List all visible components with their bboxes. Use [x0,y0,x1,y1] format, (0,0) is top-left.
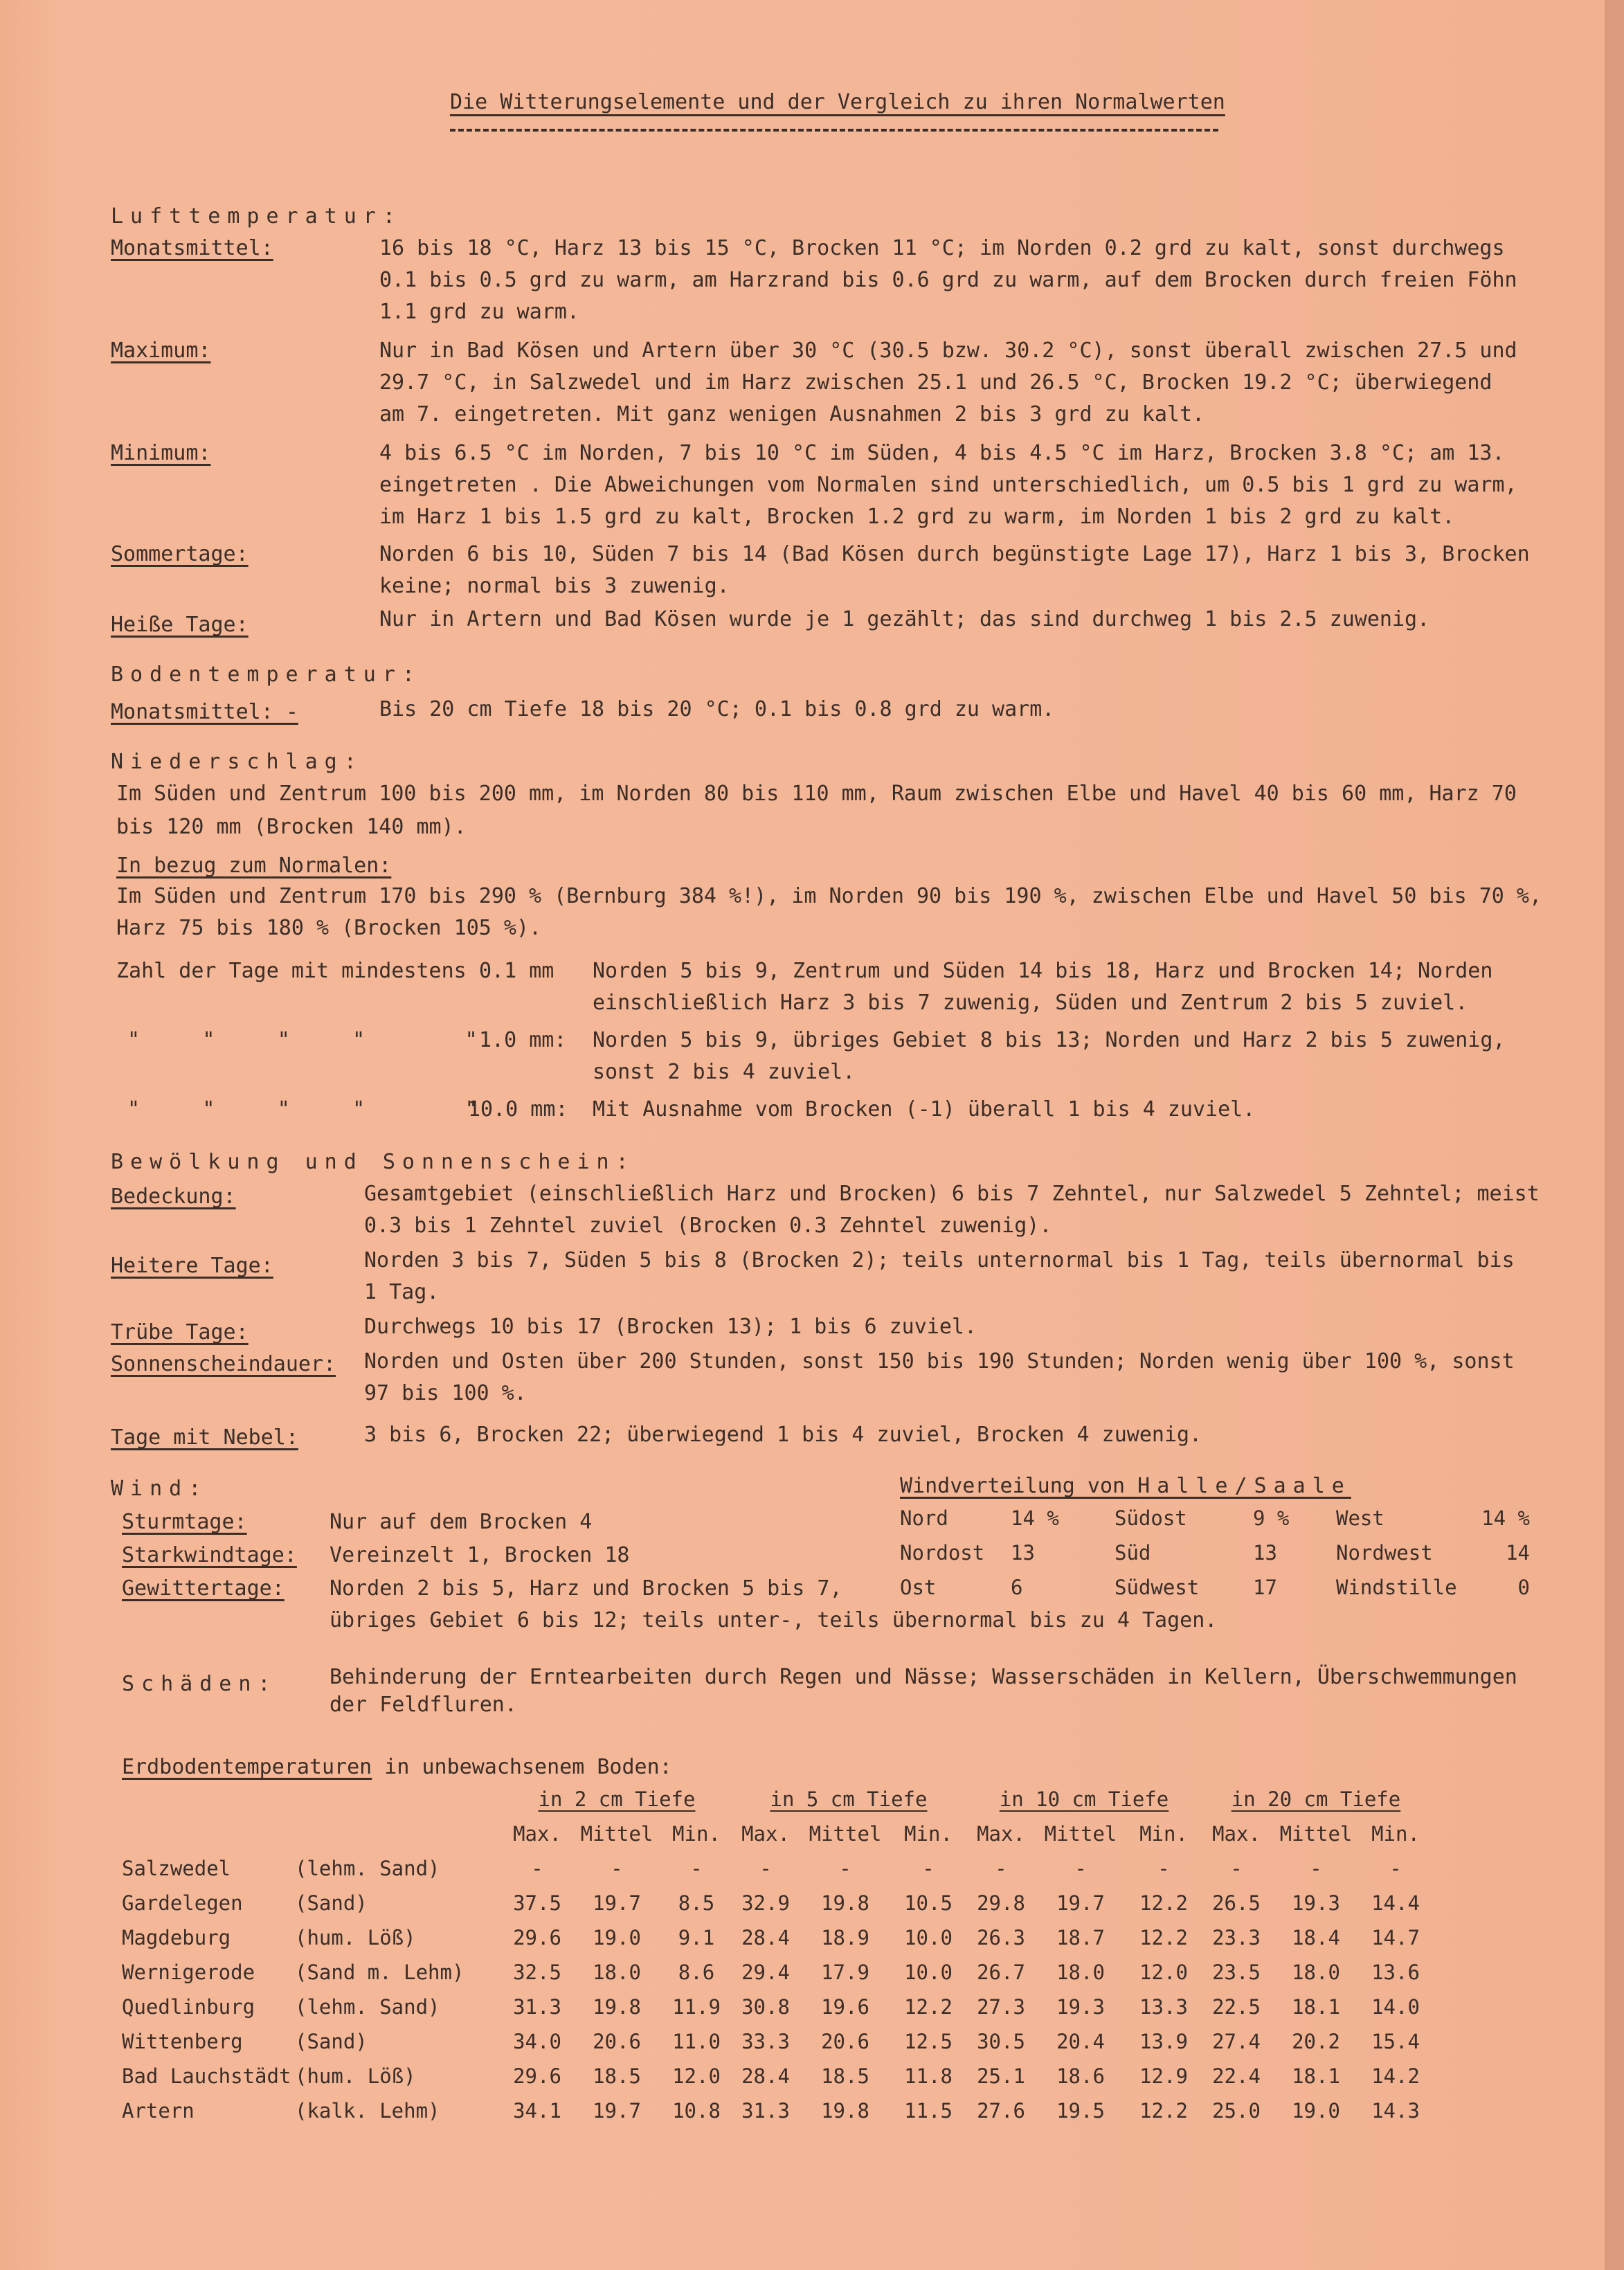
wind-val: 17 [1253,1576,1277,1599]
wind-val: 14 % [1481,1506,1530,1530]
temperature-cell: 8.5 [678,1891,715,1915]
label-starkwindtage: Starkwindtage: [122,1543,297,1567]
temperature-cell: 19.8 [821,1891,869,1915]
temperature-cell: 12.2 [1139,1891,1188,1915]
table-row [122,2059,1430,2093]
col-max: Max. [1212,1822,1261,1846]
text-monatsmittel-1: 16 bis 18 °C, Harz 13 bis 15 °C, Brocken 11 °C; im Norden 0.2 grd zu kalt, sonst durchwegs [379,236,1505,260]
temperature-cell: 12.5 [904,2030,953,2053]
text-niederschlag-1: Im Süden und Zentrum 100 bis 200 mm, im Norden 80 bis 110 mm, Raum zwischen Elbe und Havel 40 bis 60 mm, Harz 70 [116,782,1517,806]
temperature-cell: 26.7 [977,1961,1025,1984]
section-heading-niederschlag: Niederschlag: [111,750,363,774]
temperature-cell: 9.1 [678,1926,715,1949]
temperature-cell: 12.0 [672,2064,721,2088]
temperature-cell: 32.5 [513,1961,561,1984]
wind-dir: Nordwest [1336,1541,1433,1565]
windverteilung-title-a: Windverteilung von [900,1474,1138,1498]
wind-row [900,1501,1530,1535]
temperature-cell: - [690,1857,703,1880]
label-in-bezug: In bezug zum Normalen: [116,854,392,878]
depth-header: in 5 cm Tiefe [770,1787,928,1811]
temperature-cell: 29.6 [513,2064,561,2088]
text-heisse-tage: Nur in Artern und Bad Kösen wurde je 1 gezählt; das sind durchweg 1 bis 2.5 zuwenig. [379,607,1430,631]
text-0-1mm-1: Norden 5 bis 9, Zentrum und Süden 14 bis 18, Harz und Brocken 14; Norden [593,959,1493,983]
wind-dir: West [1336,1506,1384,1530]
text-maximum-1: Nur in Bad Kösen und Artern über 30 °C (30.5 bzw. 30.2 °C), sonst überall zwischen 27.5 und [379,339,1517,363]
windverteilung-table [900,1501,1530,1605]
amount-1-0mm: 1.0 mm: [479,1028,567,1052]
temperature-cell: 27.4 [1212,2030,1261,2053]
temperature-cell: 20.6 [593,2030,641,2053]
temperature-cell: 11.5 [904,2099,953,2123]
col-max: Max. [513,1822,561,1846]
soil-type: (Sand) [295,1891,368,1915]
text-nebel: 3 bis 6, Brocken 22; überwiegend 1 bis 4 zuviel, Brocken 4 zuwenig. [364,1423,1202,1447]
text-schaeden-1: Behinderung der Erntearbeiten durch Regen und Nässe; Wasserschäden in Kellern, Überschwemmungen [330,1665,1517,1689]
wind-dir: Südost [1115,1506,1187,1530]
temperature-cell: - [1074,1857,1087,1880]
wind-val: 9 % [1253,1506,1290,1530]
temperature-cell: 31.3 [513,1995,561,2019]
title-underline [450,129,1218,132]
col-min: Min. [672,1822,721,1846]
windverteilung-title-b: Halle/Saale [1137,1474,1351,1498]
label-truebe-tage: Trübe Tage: [111,1320,249,1344]
temperature-cell: 19.7 [593,1891,641,1915]
erdboden-rows [122,1851,1430,2128]
label-zahl-der-tage: Zahl der Tage mit mindestens [116,959,467,983]
temperature-cell: 12.2 [1139,2099,1188,2123]
temperature-cell: 14.4 [1371,1891,1420,1915]
temperature-cell: - [611,1857,623,1880]
text-sturmtage: Nur auf dem Brocken 4 [330,1510,593,1534]
temperature-cell: 19.7 [1056,1891,1105,1915]
temperature-cell: 26.5 [1212,1891,1261,1915]
temperature-cell: - [995,1857,1007,1880]
temperature-cell: 27.6 [977,2099,1025,2123]
station-name: Artern [122,2099,195,2123]
table-row [122,1955,1430,1990]
temperature-cell: 29.6 [513,1926,561,1949]
section-heading-bewoelkung: Bewölkung und Sonnenschein: [111,1150,635,1174]
section-heading-bodentemperatur: Bodentemperatur: [111,663,422,687]
col-mittel: Mittel [1279,1822,1353,1846]
text-niederschlag-2: bis 120 mm (Brocken 140 mm). [116,815,467,839]
text-bezug-1: Im Süden und Zentrum 170 bis 290 % (Bernburg 384 %!), im Norden 90 bis 190 %, zwischen Elbe und Havel 50 bis 70 %, [116,884,1542,908]
temperature-cell: 11.0 [672,2030,721,2053]
temperature-cell: - [759,1857,772,1880]
text-maximum-3: am 7. eingetreten. Mit ganz wenigen Ausnahmen 2 bis 3 grd zu kalt. [379,402,1205,426]
text-boden: Bis 20 cm Tiefe 18 bis 20 °C; 0.1 bis 0.8 grd zu warm. [379,697,1055,721]
temperature-cell: 30.8 [741,1995,790,2019]
temperature-cell: 17.9 [821,1961,869,1984]
col-mittel: Mittel [580,1822,653,1846]
text-monatsmittel-2: 0.1 bis 0.5 grd zu warm, am Harzrand bis 0.6 grd zu warm, auf dem Brocken durch freien Föhn [379,268,1517,292]
text-gewitter-2: übriges Gebiet 6 bis 12; teils unter-, teils übernormal bis zu 4 Tagen. [330,1608,1218,1632]
soil-type: (Sand m. Lehm) [295,1961,464,1984]
label-boden-monatsmittel: Monatsmittel: - [111,700,298,724]
depth-header: in 10 cm Tiefe [999,1787,1169,1811]
text-sonne-1: Norden und Osten über 200 Stunden, sonst 150 bis 190 Stunden; Norden wenig über 100 %, sonst [364,1349,1515,1373]
erdboden-title-rest: in unbewachsenem Boden: [372,1755,672,1779]
temperature-cell: - [531,1857,543,1880]
col-min: Min. [1371,1822,1420,1846]
temperature-cell: 13.9 [1139,2030,1188,2053]
text-heitere-1: Norden 3 bis 7, Süden 5 bis 8 (Brocken 2); teils unternormal bis 1 Tag, teils übernormal bis [364,1248,1515,1272]
wind-dir: Nord [900,1506,948,1530]
table-row [122,1990,1430,2024]
temperature-cell: 14.2 [1371,2064,1420,2088]
soil-type: (lehm. Sand) [295,1995,440,2019]
temperature-cell: 14.0 [1371,1995,1420,2019]
station-name: Wittenberg [122,2030,243,2053]
soil-type: (Sand) [295,2030,368,2053]
temperature-cell: 19.8 [593,1995,641,2019]
wind-dir: Südwest [1115,1576,1200,1599]
text-gewitter-1: Norden 2 bis 5, Harz und Brocken 5 bis 7, [330,1576,842,1601]
temperature-cell: 18.9 [821,1926,869,1949]
temperature-cell: 10.0 [904,1961,953,1984]
label-minimum: Minimum: [111,441,211,465]
section-heading-schaeden: Schäden: [122,1672,278,1696]
label-sonnenscheindauer: Sonnenscheindauer: [111,1352,336,1376]
depth-header: in 20 cm Tiefe [1231,1787,1401,1811]
temperature-cell: 23.3 [1212,1926,1261,1949]
temperature-cell: 12.2 [1139,1926,1188,1949]
temperature-cell: - [1157,1857,1170,1880]
temperature-cell: 13.3 [1139,1995,1188,2019]
erdboden-table [122,1782,1430,2128]
table-row [122,1851,1430,1886]
text-bedeckung-2: 0.3 bis 1 Zehntel zuviel (Brocken 0.3 Zehntel zuwenig). [364,1214,1052,1238]
amount-0-1mm: 0.1 mm [479,959,554,983]
temperature-cell: 25.1 [977,2064,1025,2088]
label-tage-mit-nebel: Tage mit Nebel: [111,1425,298,1450]
temperature-cell: 18.0 [1056,1961,1105,1984]
temperature-cell: 30.5 [977,2030,1025,2053]
ditto-marks-2: " " " " " [127,1097,478,1122]
temperature-cell: 14.3 [1371,2099,1420,2123]
temperature-cell: 26.3 [977,1926,1025,1949]
table-row [122,2093,1430,2128]
temperature-cell: 19.0 [593,1926,641,1949]
temperature-cell: - [1310,1857,1322,1880]
text-1-0mm-1: Norden 5 bis 9, übriges Gebiet 8 bis 13; Norden und Harz 2 bis 5 zuwenig, [593,1028,1506,1052]
temperature-cell: 19.8 [821,2099,869,2123]
sub-header-row [122,1817,1430,1851]
label-heisse-tage: Heiße Tage: [111,613,249,637]
temperature-cell: 37.5 [513,1891,561,1915]
station-name: Wernigerode [122,1961,255,1984]
temperature-cell: 18.5 [821,2064,869,2088]
temperature-cell: 29.8 [977,1891,1025,1915]
soil-type: (hum. Löß) [295,1926,416,1949]
temperature-cell: 28.4 [741,1926,790,1949]
temperature-cell: 19.7 [593,2099,641,2123]
col-mittel: Mittel [1044,1822,1117,1846]
temperature-cell: 32.9 [741,1891,790,1915]
temperature-cell: 27.3 [977,1995,1025,2019]
label-bedeckung: Bedeckung: [111,1184,236,1209]
text-schaeden-2: der Feldfluren. [330,1693,517,1717]
soil-type: (kalk. Lehm) [295,2099,440,2123]
page-edge [1605,0,1624,2270]
text-starkwindtage: Vereinzelt 1, Brocken 18 [330,1543,630,1567]
table-row [122,2024,1430,2059]
erdboden-title: Erdbodentemperaturen [122,1755,372,1779]
temperature-cell: 12.0 [1139,1961,1188,1984]
temperature-cell: 20.2 [1292,2030,1340,2053]
temperature-cell: 10.0 [904,1926,953,1949]
text-minimum-2: eingetreten . Die Abweichungen vom Normalen sind unterschiedlich, um 0.5 bis 1 grd zu warm, [379,473,1517,497]
label-maximum: Maximum: [111,339,211,363]
temperature-cell: 10.8 [672,2099,721,2123]
temperature-cell: - [839,1857,851,1880]
wind-val: 6 [1011,1576,1023,1599]
temperature-cell: 14.7 [1371,1926,1420,1949]
section-heading-lufttemperatur: Lufttemperatur: [111,204,402,228]
temperature-cell: 8.6 [678,1961,715,1984]
text-sommertage-2: keine; normal bis 3 zuwenig. [379,574,730,598]
text-bezug-2: Harz 75 bis 180 % (Brocken 105 %). [116,916,542,940]
text-1-0mm-2: sonst 2 bis 4 zuviel. [593,1060,856,1084]
temperature-cell: 11.9 [672,1995,721,2019]
text-10-0mm-1: Mit Ausnahme vom Brocken (-1) überall 1 bis 4 zuviel. [593,1097,1256,1122]
text-sommertage-1: Norden 6 bis 10, Süden 7 bis 14 (Bad Kösen durch begünstigte Lage 17), Harz 1 bis 3, Brocken [379,542,1530,566]
temperature-cell: 28.4 [741,2064,790,2088]
temperature-cell: 18.1 [1292,1995,1340,2019]
wind-val: 13 [1253,1541,1277,1565]
station-name: Salzwedel [122,1857,231,1880]
temperature-cell: 18.0 [593,1961,641,1984]
temperature-cell: - [1230,1857,1243,1880]
temperature-cell: 22.5 [1212,1995,1261,2019]
col-min: Min. [1139,1822,1188,1846]
temperature-cell: 20.4 [1056,2030,1105,2053]
temperature-cell: 11.8 [904,2064,953,2088]
wind-val: 14 % [1011,1506,1059,1530]
wind-val: 13 [1011,1541,1035,1565]
section-heading-wind: Wind: [111,1477,208,1501]
temperature-cell: 18.1 [1292,2064,1340,2088]
temperature-cell: 12.2 [904,1995,953,2019]
temperature-cell: 23.5 [1212,1961,1261,1984]
col-max: Max. [741,1822,790,1846]
temperature-cell: - [922,1857,935,1880]
text-maximum-2: 29.7 °C, in Salzwedel und im Harz zwischen 25.1 und 26.5 °C, Brocken 19.2 °C; überwiegend [379,370,1492,395]
temperature-cell: 33.3 [741,2030,790,2053]
temperature-cell: 13.6 [1371,1961,1420,1984]
page-title: Die Witterungselemente und der Vergleich zu ihren Normalwerten [450,90,1225,114]
text-bedeckung-1: Gesamtgebiet (einschließlich Harz und Brocken) 6 bis 7 Zehntel, nur Salzwedel 5 Zehntel; meist [364,1182,1540,1206]
temperature-cell: 19.6 [821,1995,869,2019]
amount-10-0mm: 10.0 mm: [468,1097,568,1122]
text-0-1mm-2: einschließlich Harz 3 bis 7 zuwenig, Süden und Zentrum 2 bis 5 zuviel. [593,991,1468,1015]
station-name: Bad Lauchstädt [122,2064,291,2088]
temperature-cell: 19.3 [1292,1891,1340,1915]
station-name: Quedlinburg [122,1995,255,2019]
temperature-cell: 10.5 [904,1891,953,1915]
wind-row [900,1570,1530,1605]
wind-dir: Nordost [900,1541,985,1565]
temperature-cell: 19.3 [1056,1995,1105,2019]
table-row [122,1886,1430,1920]
temperature-cell: 18.7 [1056,1926,1105,1949]
temperature-cell: 20.6 [821,2030,869,2053]
col-mittel: Mittel [809,1822,882,1846]
temperature-cell: 15.4 [1371,2030,1420,2053]
table-row [122,1920,1430,1955]
soil-type: (lehm. Sand) [295,1857,440,1880]
text-minimum-3: im Harz 1 bis 1.5 grd zu kalt, Brocken 1.2 grd zu warm, im Norden 1 bis 2 grd zu kalt. [379,505,1455,529]
col-max: Max. [977,1822,1025,1846]
text-sonne-2: 97 bis 100 %. [364,1381,527,1405]
wind-dir: Ost [900,1576,937,1599]
label-monatsmittel: Monatsmittel: [111,236,273,260]
windverteilung-title [900,1473,1351,1499]
label-sommertage: Sommertage: [111,542,249,566]
soil-type: (hum. Löß) [295,2064,416,2088]
wind-dir: Windstille [1336,1576,1457,1599]
col-min: Min. [904,1822,953,1846]
depth-header: in 2 cm Tiefe [538,1787,696,1811]
temperature-cell: 34.0 [513,2030,561,2053]
text-truebe: Durchwegs 10 bis 17 (Brocken 13); 1 bis 6 zuviel. [364,1315,977,1339]
temperature-cell: 18.4 [1292,1926,1340,1949]
wind-row [900,1535,1530,1570]
label-heitere-tage: Heitere Tage: [111,1254,273,1278]
text-minimum-1: 4 bis 6.5 °C im Norden, 7 bis 10 °C im Süden, 4 bis 4.5 °C im Harz, Brocken 3.8 °C; am 13. [379,441,1505,465]
temperature-cell: 29.4 [741,1961,790,1984]
temperature-cell: 12.9 [1139,2064,1188,2088]
temperature-cell: 18.6 [1056,2064,1105,2088]
label-sturmtage: Sturmtage: [122,1510,247,1534]
temperature-cell: 18.5 [593,2064,641,2088]
label-gewittertage: Gewittertage: [122,1576,285,1601]
wind-val: 14 [1506,1541,1530,1565]
temperature-cell: 19.5 [1056,2099,1105,2123]
temperature-cell: - [1389,1857,1402,1880]
temperature-cell: 34.1 [513,2099,561,2123]
temperature-cell: 22.4 [1212,2064,1261,2088]
erdboden-heading [122,1754,672,1781]
ditto-marks-1: " " " " " [127,1028,478,1052]
wind-dir: Süd [1115,1541,1151,1565]
text-heitere-2: 1 Tag. [364,1280,440,1304]
text-monatsmittel-3: 1.1 grd zu warm. [379,300,579,324]
temperature-cell: 31.3 [741,2099,790,2123]
temperature-cell: 19.0 [1292,2099,1340,2123]
temperature-cell: 18.0 [1292,1961,1340,1984]
station-name: Magdeburg [122,1926,231,1949]
depth-header-row [122,1782,1430,1817]
wind-val: 0 [1517,1576,1530,1599]
station-name: Gardelegen [122,1891,243,1915]
temperature-cell: 25.0 [1212,2099,1261,2123]
